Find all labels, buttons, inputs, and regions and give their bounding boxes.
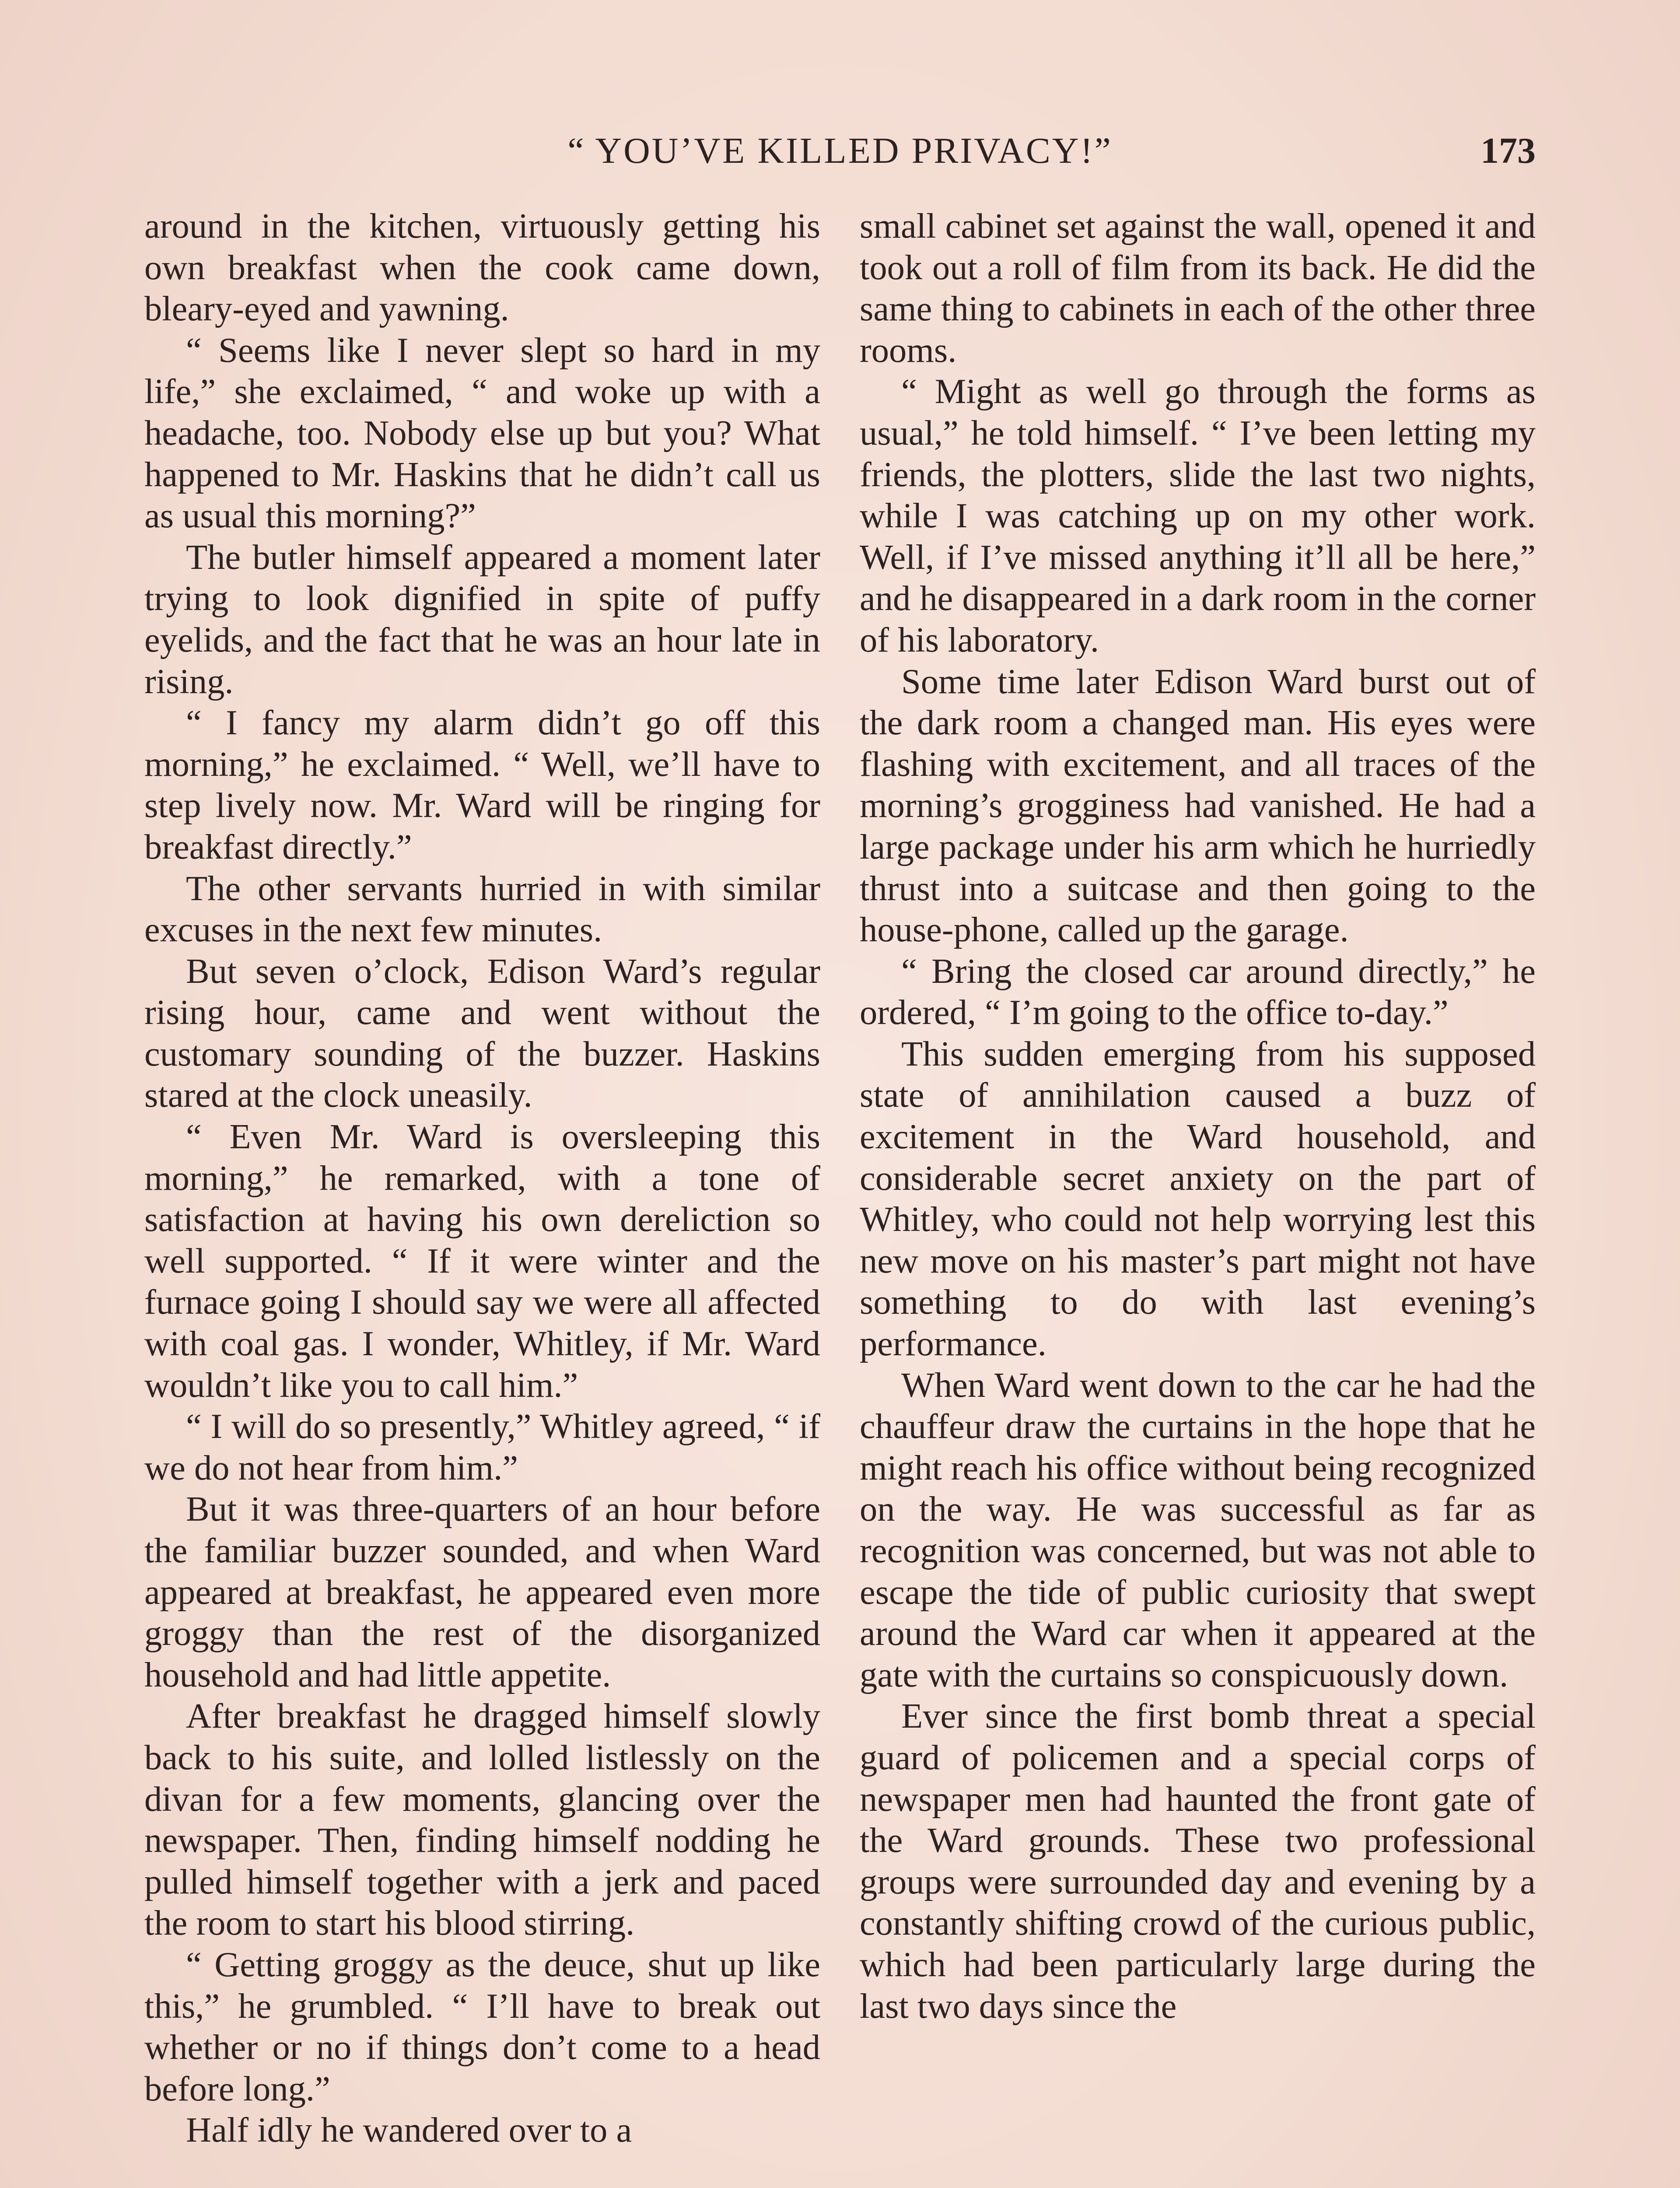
paragraph: “ I will do so presently,” Whitley agreed, “ if we do not hear from him.” <box>144 1407 820 1487</box>
paragraph: Ever since the first bomb threat a special guard of policemen and a special corps of newspaper men had haunted the front gate of the Ward grounds. These two professional groups were surrounded day and evening by a constantly shifting crowd of the curious public, which had been particularly large during the last two days since the <box>860 1697 1536 2026</box>
running-title: “ YOU’VE KILLED PRIVACY!” <box>567 130 1113 171</box>
left-column <box>144 206 820 2151</box>
paragraph: Half idly he wandered over to a <box>186 2111 632 2150</box>
paragraph: “ Might as well go through the forms as usual,” he told himself. “ I’ve been letting my friends, the plotters, slide the last two nights, while I was catching up on my other work. Well, if I’ve missed anything it’ll all be here,” and he disappeared in a dark room in the corner of his laboratory. <box>860 372 1536 659</box>
page-number: 173 <box>1480 130 1536 171</box>
paragraph: After breakfast he dragged himself slowly back to his suite, and lolled listlessly on the divan for a few moments, glancing over the newspaper. Then, finding himself nodding he pulled himself together with a jerk and paced the room to start his blood stirring. <box>144 1697 820 1943</box>
paragraph: “ Bring the closed car around directly,” he ordered, “ I’m going to the office to-day.” <box>860 951 1536 1032</box>
paragraph: But it was three-quarters of an hour before the familiar buzzer sounded, and when Ward appeared at breakfast, he appeared even more groggy than the rest of the disorganized household and had little appetite. <box>144 1490 820 1694</box>
paragraph: “ I fancy my alarm didn’t go off this morning,” he exclaimed. “ Well, we’ll have to step lively now. Mr. Ward will be ringing for breakfast directly.” <box>144 703 820 866</box>
running-head <box>144 127 1536 179</box>
right-column <box>860 206 1536 2027</box>
paragraph: The other servants hurried in with similar excuses in the next few minutes. <box>144 869 820 950</box>
paragraph: “ Getting groggy as the deuce, shut up like this,” he grumbled. “ I’ll have to break out whether or no if things don’t come to a head before long.” <box>144 1945 820 2108</box>
paragraph: But seven o’clock, Edison Ward’s regular rising hour, came and went without the customary sounding of the buzzer. Haskins stared at the clock uneasily. <box>144 951 820 1115</box>
paragraph: When Ward went down to the car he had the chauffeur draw the curtains in the hope that he might reach his office without being recognized on the way. He was successful as far as recognition was concerned, but was not able to escape the tide of public curiosity that swept around the Ward car when it appeared at the gate with the curtains so conspicuously down. <box>860 1365 1536 1694</box>
paragraph: “ Seems like I never slept so hard in my life,” she exclaimed, “ and woke up with a headache, too. Nobody else up but you? What happened to Mr. Haskins that he didn’t call us as usual this morning?” <box>144 330 820 536</box>
paragraph: around in the kitchen, virtuously getting his own breakfast when the cook came down, bleary-eyed and yawning. <box>144 207 820 329</box>
paragraph: This sudden emerging from his supposed state of annihilation caused a buzz of excitement in the Ward household, and considerable secret anxiety on the part of Whitley, who could not help worrying lest this new move on his master’s part might not have something to do with last evening’s performance. <box>860 1034 1536 1364</box>
paragraph: small cabinet set against the wall, opened it and took out a roll of film from its back. He did the same thing to cabinets in each of the other three rooms. <box>860 207 1536 370</box>
paragraph: “ Even Mr. Ward is oversleeping this morning,” he remarked, with a tone of satisfaction at having his own dereliction so well supported. “ If it were winter and the furnace going I should say we were all affected with coal gas. I wonder, Whitley, if Mr. Ward wouldn’t like you to call him.” <box>144 1117 820 1405</box>
paragraph: The butler himself appeared a moment later trying to look dignified in spite of puffy eyelids, and the fact that he was an hour late in rising. <box>144 537 820 701</box>
paragraph: Some time later Edison Ward burst out of the dark room a changed man. His eyes were flashing with excitement, and all traces of the morning’s grogginess had vanished. He had a large package under his arm which he hurriedly thrust into a suitcase and then going to the house-phone, called up the garage. <box>860 662 1536 950</box>
